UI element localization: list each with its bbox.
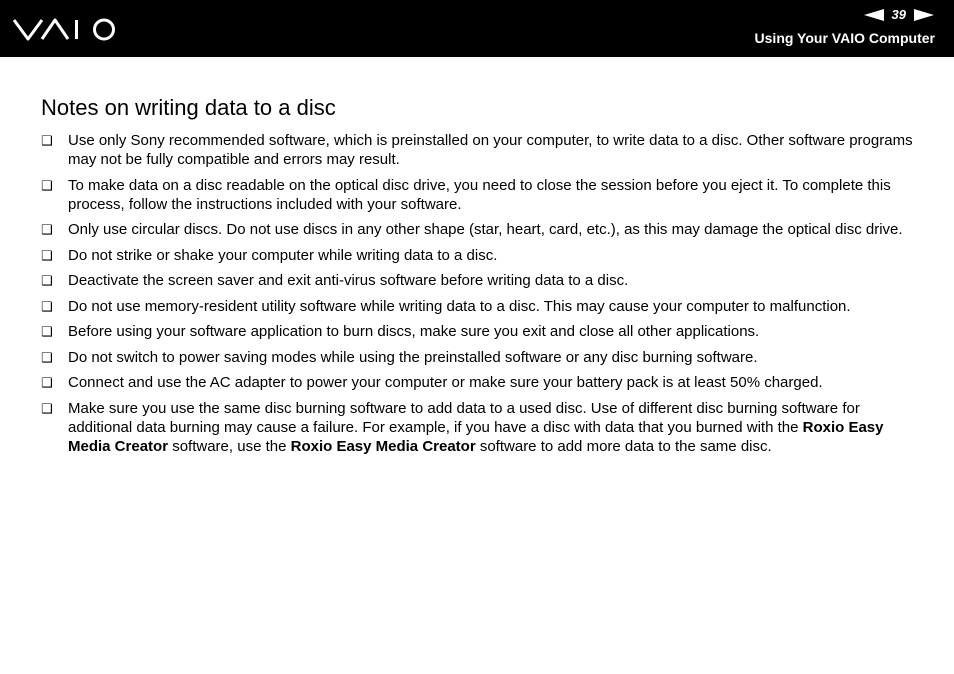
note-text: Do not use memory-resident utility software while writing data to a disc. This may cause your computer to malfunction. [68,297,851,315]
checkbox-bullet-icon: ❑ [41,247,53,263]
note-text: Connect and use the AC adapter to power your computer or make sure your battery pack is at least 50% charged. [68,374,823,391]
list-item [41,322,916,341]
checkbox-bullet-icon: ❑ [41,273,53,288]
list-item [41,220,916,239]
page-number: 39 [891,7,906,22]
checkbox-bullet-icon: ❑ [41,375,53,390]
note-text: Do not strike or shake your computer while writing data to a disc. [68,246,498,264]
checkbox-bullet-icon: ❑ [41,177,53,193]
product-name: Roxio Easy Media Creator [68,418,884,455]
list-item [41,373,916,392]
section-title: Using Your VAIO Computer [754,30,935,46]
notes-list [41,131,916,462]
checkbox-bullet-icon: ❑ [41,298,53,314]
page-navigation [864,7,934,23]
vaio-logo [12,14,122,44]
note-text: To make data on a disc readable on the optical disc drive, you need to close the session before you eject it. To complete this process, follow the instructions included with your software. [68,176,891,213]
list-item [41,271,916,290]
note-text: Before using your software application to burn discs, make sure you exit and close all other applications. [68,323,760,340]
checkbox-bullet-icon: ❑ [41,222,53,237]
list-item [41,131,916,169]
note-text: Make sure you use the same disc burning software to add data to a used disc. Use of different disc burning software for additional data burning may cause a failure. For example, if you have a disc with data that you burned with the Roxio Easy Media Creator software, use the Roxio Easy Media Creator software to add more data to the same disc. [68,399,884,455]
list-item [41,297,916,316]
list-item [41,176,916,214]
right-arrow-icon[interactable] [914,9,934,21]
checkbox-bullet-icon: ❑ [41,400,53,416]
list-item [41,399,916,456]
page-header [0,0,954,57]
note-text: Only use circular discs. Do not use discs in any other shape (star, heart, card, etc.), as this may damage the optical disc drive. [68,221,903,238]
note-text: Deactivate the screen saver and exit anti-virus software before writing data to a disc. [68,272,629,289]
product-name: Roxio Easy Media Creator [290,437,476,455]
note-text: Do not switch to power saving modes while using the preinstalled software or any disc burning software. [68,348,758,366]
page-title: Notes on writing data to a disc [41,95,336,120]
note-text: Use only Sony recommended software, which is preinstalled on your computer, to write data to a disc. Other software programs may not be fully compatible and errors may result. [68,132,913,168]
list-item [41,246,916,265]
left-arrow-icon[interactable] [864,9,884,21]
checkbox-bullet-icon: ❑ [41,324,53,339]
checkbox-bullet-icon: ❑ [41,349,53,365]
list-item [41,348,916,367]
checkbox-bullet-icon: ❑ [41,133,53,148]
